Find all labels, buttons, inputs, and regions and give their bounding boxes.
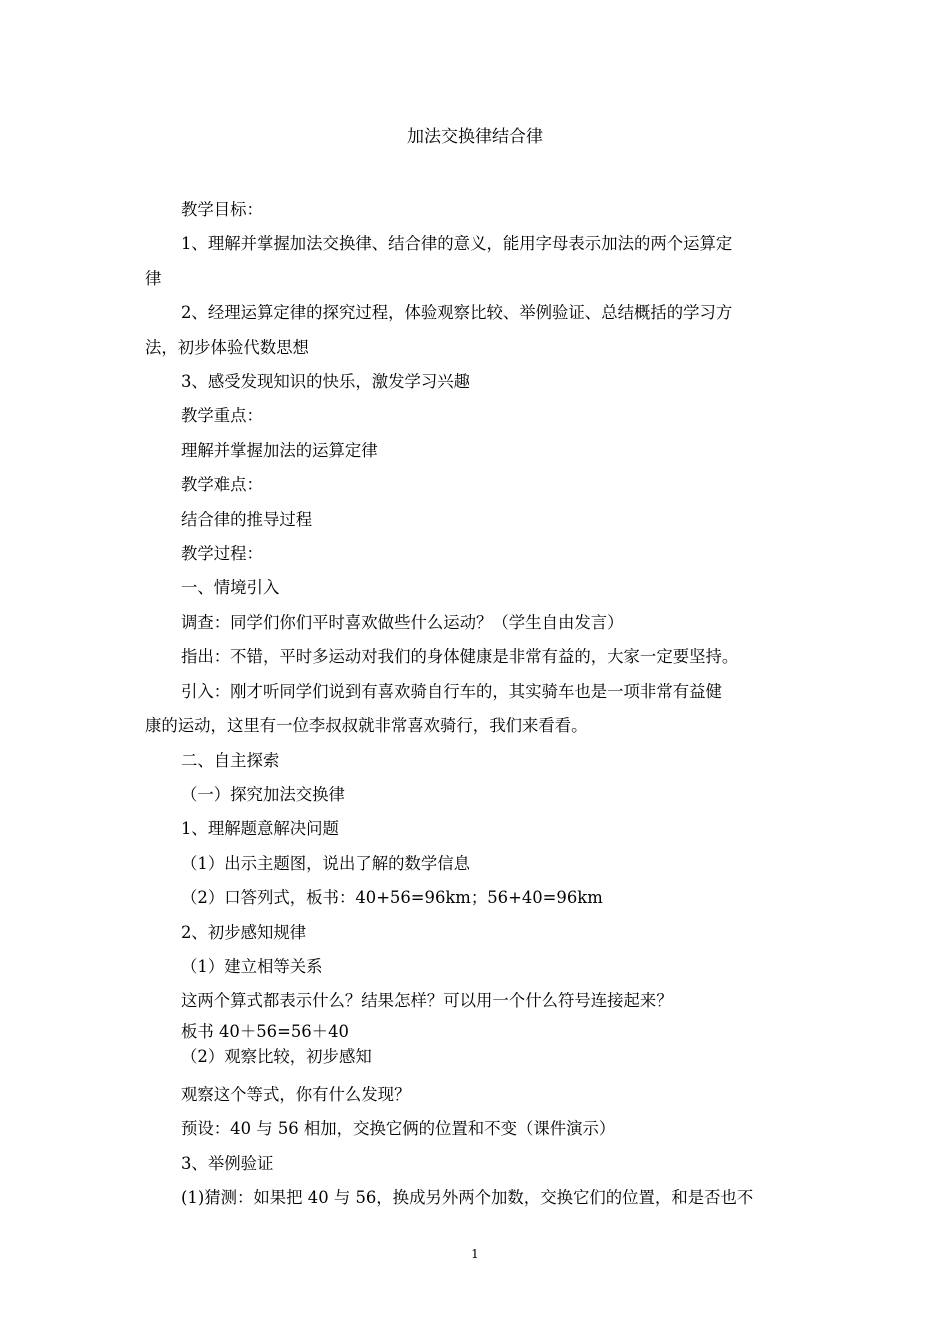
paragraph: 预设：40 与 56 相加，交换它俩的位置和不变（课件演示） [181,1119,616,1139]
paragraph: 1、理解并掌握加法交换律、结合律的意义，能用字母表示加法的两个运算定 [181,234,733,254]
paragraph: 板书 40＋56=56＋40 [181,1021,349,1041]
paragraph: 2、初步感知规律 [181,922,307,942]
paragraph: 观察这个等式，你有什么发现？ [181,1084,411,1104]
paragraph: 3、感受发现知识的快乐，激发学习兴趣 [181,372,471,392]
paragraph: 法，初步体验代数思想 [145,337,309,357]
paragraph: （一）探究加法交换律 [181,784,345,804]
paragraph: 1、理解题意解决问题 [181,819,339,839]
paragraph: 理解并掌握加法的运算定律 [181,440,378,460]
paragraph: （2）观察比较，初步感知 [181,1046,372,1066]
document-title: 加法交换律结合律 [407,127,543,147]
paragraph: 康的运动，这里有一位李叔叔就非常喜欢骑行，我们来看看。 [145,716,588,736]
paragraph: 二、自主探索 [181,750,280,770]
paragraph: 教学难点： [181,475,263,495]
paragraph: 2、经理运算定律的探究过程，体验观察比较、举例验证、总结概括的学习方 [181,303,733,323]
paragraph: 一、情境引入 [181,578,280,598]
paragraph: 调查：同学们你们平时喜欢做些什么运动？（学生自由发言） [181,612,624,632]
paragraph: 结合律的推导过程 [181,509,313,529]
page-number: 1 [471,1247,479,1261]
paragraph: 律 [145,268,162,288]
paragraph: （1）建立相等关系 [181,956,323,976]
paragraph: （1）出示主题图，说出了解的数学信息 [181,853,471,873]
document-body [145,193,815,1215]
paragraph: （2）口答列式，板书：40+56=96km；56+40=96km [181,888,603,908]
paragraph: 教学目标： [181,200,263,219]
paragraph: 引入：刚才听同学们说到有喜欢骑自行车的，其实骑车也是一项非常有益健 [181,681,722,701]
paragraph: 教学过程： [181,544,263,564]
paragraph: (1)猜测：如果把 40 与 56，换成另外两个加数，交换它们的位置，和是否也不 [181,1187,754,1207]
paragraph: 教学重点： [181,406,263,426]
paragraph: 3、举例验证 [181,1153,274,1173]
paragraph: 这两个算式都表示什么？结果怎样？可以用一个什么符号连接起来？ [181,991,673,1011]
paragraph: 指出：不错，平时多运动对我们的身体健康是非常有益的，大家一定要坚持。 [181,647,739,667]
